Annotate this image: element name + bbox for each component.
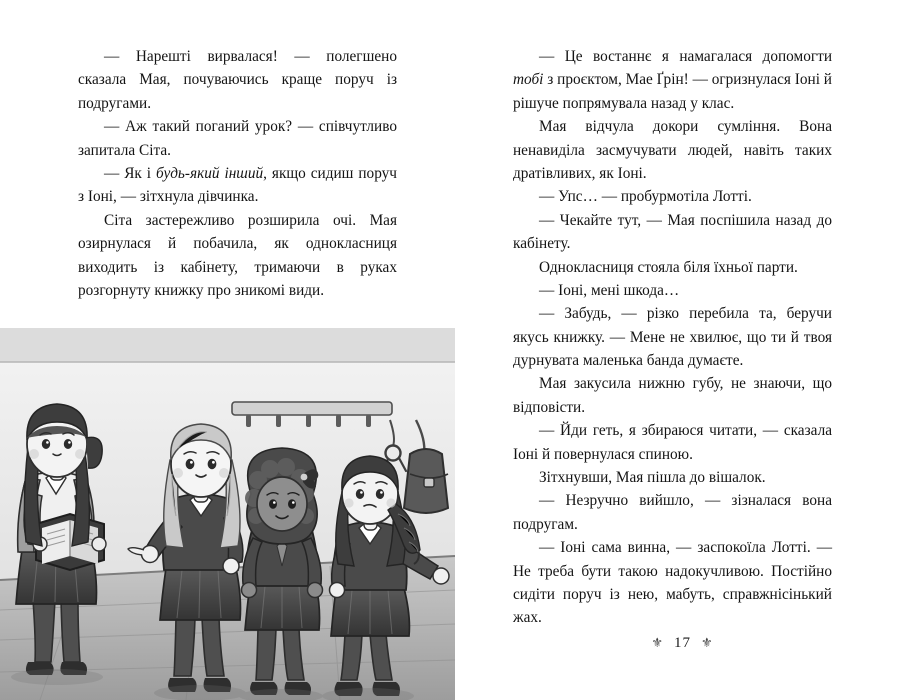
paragraph: — Чекайте тут, — Мая поспішила назад до кабінету. bbox=[513, 211, 832, 253]
italic-phrase: будь-який інший bbox=[155, 164, 264, 182]
paragraph: — Іоні, мені шкода… bbox=[539, 281, 680, 299]
paragraph: Сіта застережливо розширила очі. Мая озирнулася й побачила, як однокласниця виходить із кабінету, тримаючи в руках розгорнуту книжку про зникомі види. bbox=[78, 211, 397, 299]
paragraph: — Незручно вийшло, — зізналася вона подругам. bbox=[513, 492, 832, 533]
paragraph: Однокласниця стояла біля їхньої парти. bbox=[539, 258, 798, 276]
paragraph: — Іоні сама винна, — заспокоїла Лотті. — Не треба бути такою надокучливою. Постійно сидіти поруч із нею, мабуть, справжнісінький жах. bbox=[513, 539, 832, 627]
paragraph: — Забудь, — різко перебила та, беручи якусь книжку. — Мене не хвилює, що ти й твоя дурнувата маленька банда думаєте. bbox=[513, 305, 832, 370]
right-page-text-column bbox=[513, 45, 832, 630]
paragraph-part: — Як і bbox=[104, 164, 156, 182]
paragraph: — Нарешті вирвалася! — полегшено сказала Мая, почуваючись краще поруч із подругами. bbox=[78, 48, 397, 112]
italic-phrase: тобі bbox=[513, 71, 544, 89]
ornament-right-icon: ⚜ bbox=[701, 635, 714, 650]
left-page-text-column bbox=[78, 45, 397, 302]
four-schoolgirls-in-corridor-illustration bbox=[0, 328, 455, 700]
paragraph: Мая відчула докори сумління. Вона ненавиділа засмучувати людей, навіть таких дратівливих, як Іоні. bbox=[513, 118, 832, 182]
paragraph-part: — Це востаннє я намагалася допомогти bbox=[539, 48, 832, 65]
right-page bbox=[455, 0, 910, 700]
paragraph: — Аж такий поганий урок? — співчутливо запитала Сіта. bbox=[78, 118, 397, 159]
paragraph: — Йди геть, я збираюся читати, — сказала Іоні й повернулася спиною. bbox=[513, 422, 832, 463]
ornament-left-icon: ⚜ bbox=[651, 635, 664, 650]
page-number: 17 bbox=[674, 635, 691, 651]
paragraph-part: з проєктом, Мае Ґрін! — огризнулася Іоні й рішуче попрямувала назад у клас. bbox=[513, 71, 832, 112]
paragraph-part: , якщо сидиш поруч з Іоні, — зітхнула дівчинка. bbox=[78, 164, 397, 206]
paragraph-with-italic bbox=[513, 45, 832, 115]
page-folio bbox=[455, 635, 910, 652]
illustration-container bbox=[0, 328, 455, 700]
paragraph-with-italic bbox=[78, 162, 397, 209]
paragraph: Зітхнувши, Мая пішла до вішалок. bbox=[539, 469, 766, 487]
paragraph: Мая закусила нижню губу, не знаючи, що відповісти. bbox=[513, 375, 832, 416]
paragraph: — Упс… — пробурмотіла Лотті. bbox=[539, 188, 752, 206]
